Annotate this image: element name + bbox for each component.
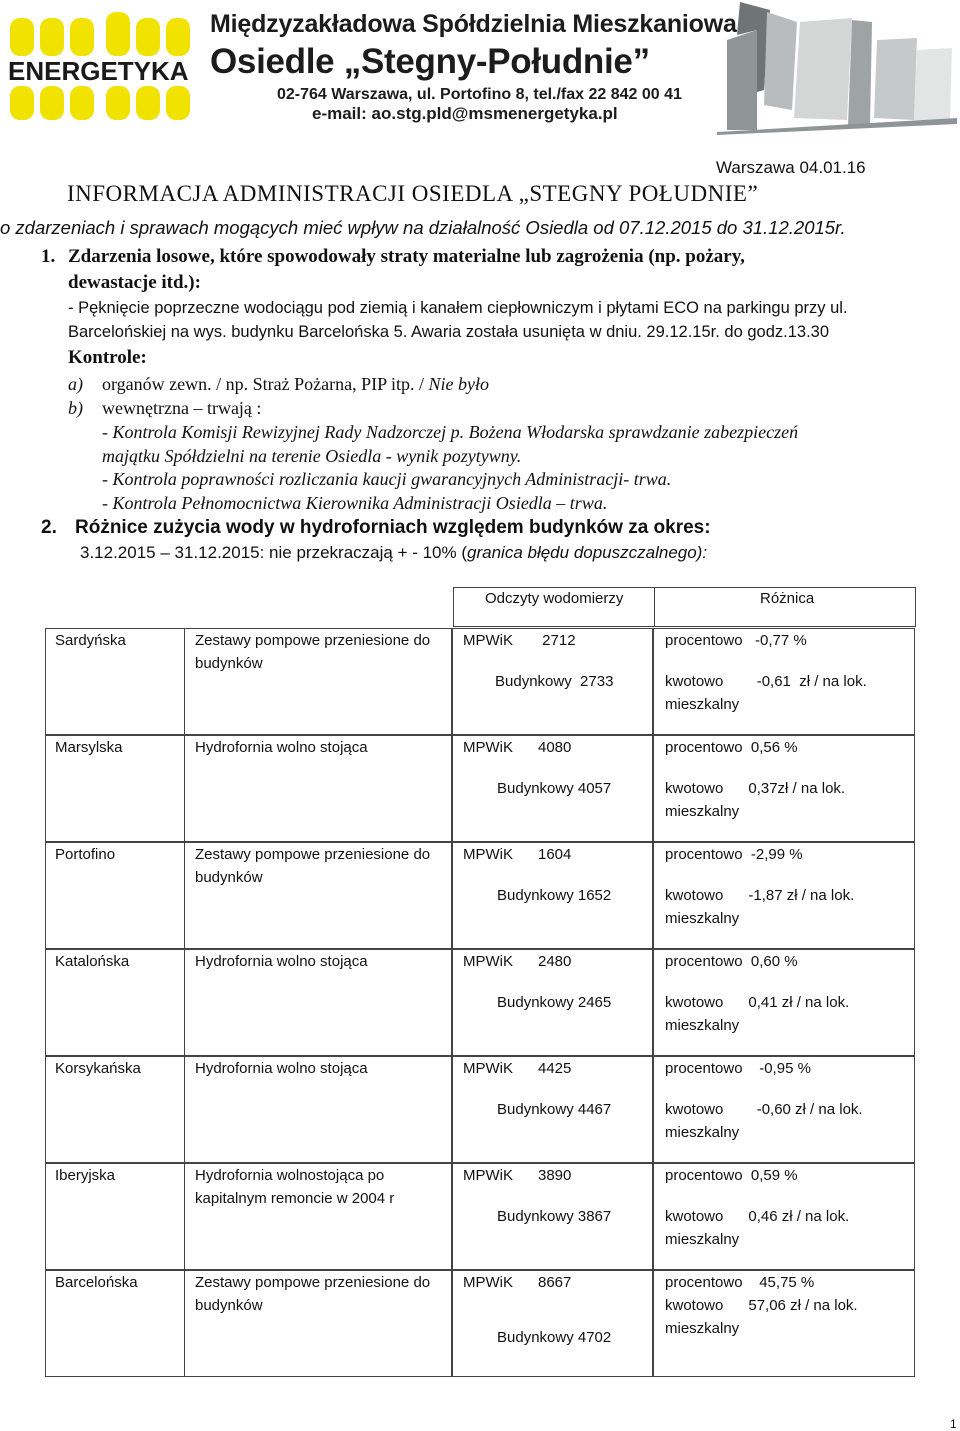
kontrole-a-result: Nie było xyxy=(428,374,489,394)
amount-diff-unit: mieszkalny xyxy=(665,1320,740,1337)
page-number: 1 xyxy=(950,1417,957,1431)
table-row xyxy=(45,1163,916,1270)
buildings-graphic xyxy=(712,0,960,135)
street-name: Marsylska xyxy=(55,739,123,756)
table-header-diff xyxy=(654,587,916,627)
kontrole-b-text: wewnętrzna – trwają : xyxy=(102,398,262,418)
section2-period-note: granica błędu dopuszczalnego): xyxy=(467,543,708,562)
header-diff-label: Różnica xyxy=(760,590,815,607)
kontrole-b-marker: b) xyxy=(68,398,83,418)
table-row xyxy=(45,949,916,1056)
section1-heading-line2: dewastacje itd.): xyxy=(68,272,201,293)
street-name: Sardyńska xyxy=(55,632,126,649)
org-name-line1: Międzyzakładowa Spółdzielnia Mieszkaniowa xyxy=(210,10,737,38)
percent-diff: procentowo -2,99 % xyxy=(665,846,803,863)
amount-diff: kwotowo 57,06 zł / na lok. xyxy=(665,1297,858,1314)
percent-diff: procentowo 0,56 % xyxy=(665,739,798,756)
amount-diff-unit: mieszkalny xyxy=(665,1124,740,1141)
street-name: Korsykańska xyxy=(55,1060,141,1077)
street-name: Iberyjska xyxy=(55,1167,116,1184)
kontrole-b-item: - Kontrola Pełnomocnictwa Kierownika Administracji Osiedla – trwa. xyxy=(102,493,608,513)
table-row xyxy=(45,842,916,949)
amount-diff-unit: mieszkalny xyxy=(665,1017,740,1034)
percent-diff: procentowo -0,77 % xyxy=(665,632,807,649)
kontrole-b-item: - Kontrola Komisji Rewizyjnej Rady Nadzorczej p. Bożena Włodarska sprawdzanie zabezpieczeń xyxy=(102,422,799,442)
section2-number: 2. xyxy=(41,517,57,538)
amount-diff: kwotowo -0,61 zł / na lok. xyxy=(665,673,867,690)
street-name: Katalońska xyxy=(55,953,130,970)
station-type: kapitalnym remoncie w 2004 r xyxy=(195,1190,395,1207)
table-header-readings xyxy=(453,587,655,627)
amount-diff: kwotowo 0,37zł / na lok. xyxy=(665,780,846,797)
table-row xyxy=(45,1056,916,1163)
section1-text-line1: - Pęknięcie poprzeczne wodociągu pod ziemią i kanałem ciepłowniczym i płytami ECO na parkingu przy ul. xyxy=(68,299,848,317)
logo-text: ENERGETYKA xyxy=(8,56,189,86)
station-type: Zestawy pompowe przeniesione do xyxy=(195,1274,431,1291)
mpwik-reading: MPWiK 8667 xyxy=(463,1274,572,1291)
amount-diff: kwotowo 0,41 zł / na lok. xyxy=(665,994,850,1011)
percent-diff: procentowo 45,75 % xyxy=(665,1274,815,1291)
station-type: budynków xyxy=(195,655,263,672)
document-subtitle: o zdarzeniach i sprawach mogących mieć wpływ na działalność Osiedla od 07.12.2015 do 31.12.2015r. xyxy=(0,217,846,238)
station-type: Hydrofornia wolnostojąca po xyxy=(195,1167,385,1184)
station-type: Zestawy pompowe przeniesione do xyxy=(195,846,431,863)
section1-text-line2: Barcelońskiej na wys. budynku Barcelońska 5. Awaria została usunięta w dniu. 29.12.15r. do godz.13.30 xyxy=(68,323,830,341)
station-type: Hydrofornia wolno stojąca xyxy=(195,739,368,756)
station-type: Hydrofornia wolno stojąca xyxy=(195,1060,368,1077)
building-reading: Budynkowy 1652 xyxy=(497,887,612,904)
amount-diff-unit: mieszkalny xyxy=(665,910,740,927)
amount-diff: kwotowo -1,87 zł / na lok. xyxy=(665,887,855,904)
station-type: budynków xyxy=(195,1297,263,1314)
station-type: budynków xyxy=(195,869,263,886)
table-row xyxy=(45,628,916,735)
table-row xyxy=(45,1270,916,1377)
building-reading: Budynkowy 3867 xyxy=(497,1208,612,1225)
station-type: Zestawy pompowe przeniesione do xyxy=(195,632,431,649)
amount-diff-unit: mieszkalny xyxy=(665,803,740,820)
kontrole-heading: Kontrole: xyxy=(68,347,147,368)
percent-diff: procentowo 0,60 % xyxy=(665,953,798,970)
section1-heading-line1: Zdarzenia losowe, które spowodowały straty materialne lub zagrożenia (np. pożary, xyxy=(68,246,745,267)
document-date: Warszawa 04.01.16 xyxy=(716,158,866,177)
street-name: Barcelońska xyxy=(55,1274,138,1291)
station-type: Hydrofornia wolno stojąca xyxy=(195,953,368,970)
kontrole-b-item: majątku Spółdzielni na terenie Osiedla - wynik pozytywny. xyxy=(102,446,522,466)
building-reading: Budynkowy 4702 xyxy=(497,1329,612,1346)
mpwik-reading: MPWiK 4080 xyxy=(463,739,572,756)
building-reading: Budynkowy 4057 xyxy=(497,780,612,797)
amount-diff: kwotowo 0,46 zł / na lok. xyxy=(665,1208,850,1225)
amount-diff-unit: mieszkalny xyxy=(665,1231,740,1248)
energetyka-logo xyxy=(6,8,196,123)
mpwik-reading: MPWiK 2712 xyxy=(463,632,576,649)
kontrole-b-item: - Kontrola poprawności rozliczania kaucji gwarancyjnych Administracji- trwa. xyxy=(102,469,672,489)
amount-diff-unit: mieszkalny xyxy=(665,696,740,713)
kontrole-a-marker: a) xyxy=(68,374,83,394)
amount-diff: kwotowo -0,60 zł / na lok. xyxy=(665,1101,863,1118)
section2-heading: Różnice zużycia wody w hydroforniach względem budynków za okres: xyxy=(75,517,711,538)
percent-diff: procentowo 0,59 % xyxy=(665,1167,798,1184)
section1-number: 1. xyxy=(41,246,56,267)
kontrole-a-text: organów zewn. / np. Straż Pożarna, PIP itp. / xyxy=(102,374,429,394)
kontrole-a-line xyxy=(102,374,489,395)
document-title: INFORMACJA ADMINISTRACJI OSIEDLA „STEGNY POŁUDNIE” xyxy=(67,181,759,206)
header-readings-label: Odczyty wodomierzy xyxy=(485,590,624,607)
building-reading: Budynkowy 2465 xyxy=(497,994,612,1011)
org-address: 02-764 Warszawa, ul. Portofino 8, tel./fax 22 842 00 41 xyxy=(277,86,682,103)
org-email: e-mail: ao.stg.pld@msmenergetyka.pl xyxy=(312,104,618,123)
mpwik-reading: MPWiK 3890 xyxy=(463,1167,572,1184)
percent-diff: procentowo -0,95 % xyxy=(665,1060,811,1077)
section2-period xyxy=(80,543,707,563)
mpwik-reading: MPWiK 2480 xyxy=(463,953,572,970)
building-reading: Budynkowy 2733 xyxy=(495,673,614,690)
org-name-line2: Osiedle „Stegny-Południe” xyxy=(210,42,650,81)
mpwik-reading: MPWiK 4425 xyxy=(463,1060,572,1077)
section2-period-text: 3.12.2015 – 31.12.2015: nie przekraczają + - 10% ( xyxy=(80,543,468,562)
table-row xyxy=(45,735,916,842)
mpwik-reading: MPWiK 1604 xyxy=(463,846,572,863)
building-reading: Budynkowy 4467 xyxy=(497,1101,612,1118)
street-name: Portofino xyxy=(55,846,116,863)
